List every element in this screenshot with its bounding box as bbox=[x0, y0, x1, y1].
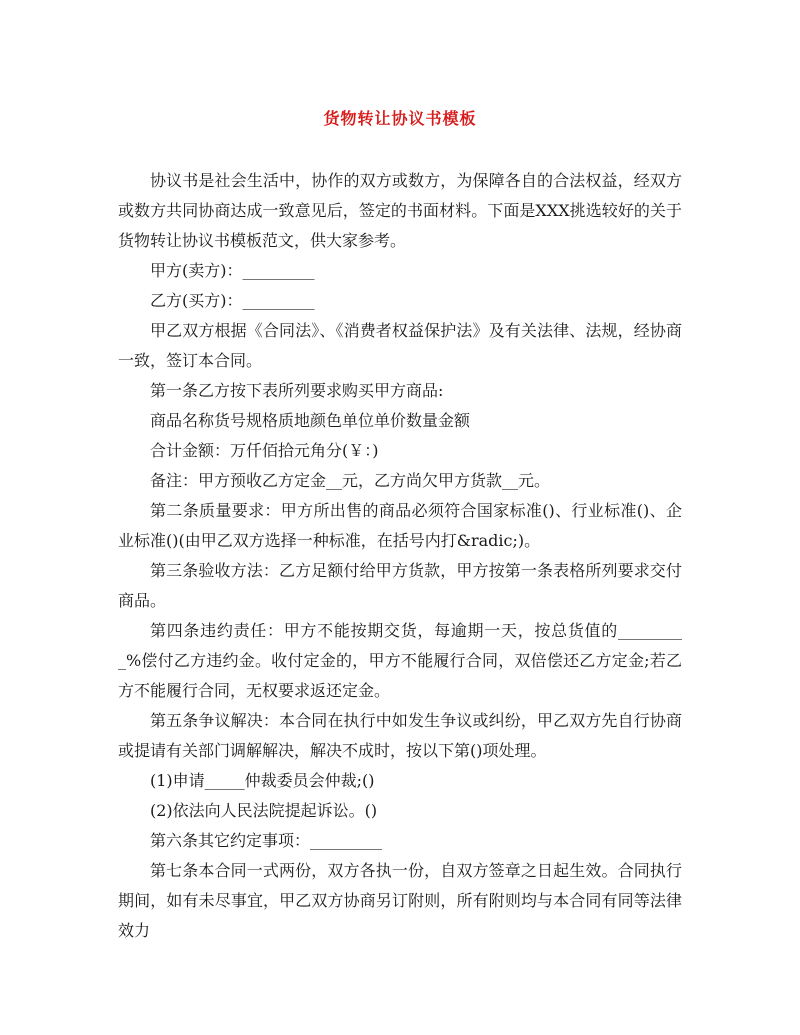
total-amount-line: 合计金额：万仟佰拾元角分(￥：) bbox=[150, 441, 379, 460]
document-body bbox=[118, 166, 682, 946]
article-1-paragraph: 第一条乙方按下表所列要求购买甲方商品: bbox=[150, 381, 444, 400]
agreement-basis-paragraph: 甲乙双方根据《合同法》、《消费者权益保护法》及有关法律、法规，经协商一致，签订本合同。 bbox=[118, 321, 682, 370]
article-2-paragraph: 第二条质量要求：甲方所出售的商品必须符合国家标准()、行业标准()、企业标准()(由甲乙双方选择一种标准，在括号内打&radic;)。 bbox=[118, 501, 682, 550]
article-7-paragraph: 第七条本合同一式两份，双方各执一份，自双方签章之日起生效。合同执行期间，如有未尽事宜，甲乙双方协商另订附则，所有附则均与本合同有同等法律效力 bbox=[118, 861, 682, 940]
article-5-paragraph: 第五条争议解决：本合同在执行中如发生争议或纠纷，甲乙双方先自行协商或提请有关部门调解解决，解决不成时，按以下第()项处理。 bbox=[118, 711, 682, 760]
intro-paragraph: 协议书是社会生活中，协作的双方或数方，为保障各自的合法权益，经双方或数方共同协商达成一致意见后，签定的书面材料。下面是XXX挑选较好的关于货物转让协议书模板范文，供大家参考。 bbox=[118, 171, 682, 250]
litigation-option-line: (2)依法向人民法院提起诉讼。() bbox=[150, 801, 378, 820]
party-a-line: 甲方(卖方)：_________ bbox=[150, 261, 315, 280]
article-6-line: 第六条其它约定事项：_________ bbox=[150, 831, 383, 850]
document-title: 货物转让协议书模板 bbox=[323, 109, 477, 128]
goods-table-header-line: 商品名称货号规格质地颜色单位单价数量金额 bbox=[150, 411, 471, 430]
article-3-paragraph: 第三条验收方法：乙方足额付给甲方货款，甲方按第一条表格所列要求交付商品。 bbox=[118, 561, 682, 610]
party-b-line: 乙方(买方)：_________ bbox=[150, 291, 315, 310]
article-4-paragraph: 第四条违约责任：甲方不能按期交货，每逾期一天，按总货值的_________%偿付乙方违约金。收付定金的，甲方不能履行合同，双倍偿还乙方定金;若乙方不能履行合同，无权要求返还定金。 bbox=[118, 621, 682, 700]
remarks-line: 备注：甲方预收乙方定金__元，乙方尚欠甲方货款__元。 bbox=[150, 471, 551, 490]
arbitration-option-line: (1)申请_____仲裁委员会仲裁;() bbox=[150, 771, 375, 790]
